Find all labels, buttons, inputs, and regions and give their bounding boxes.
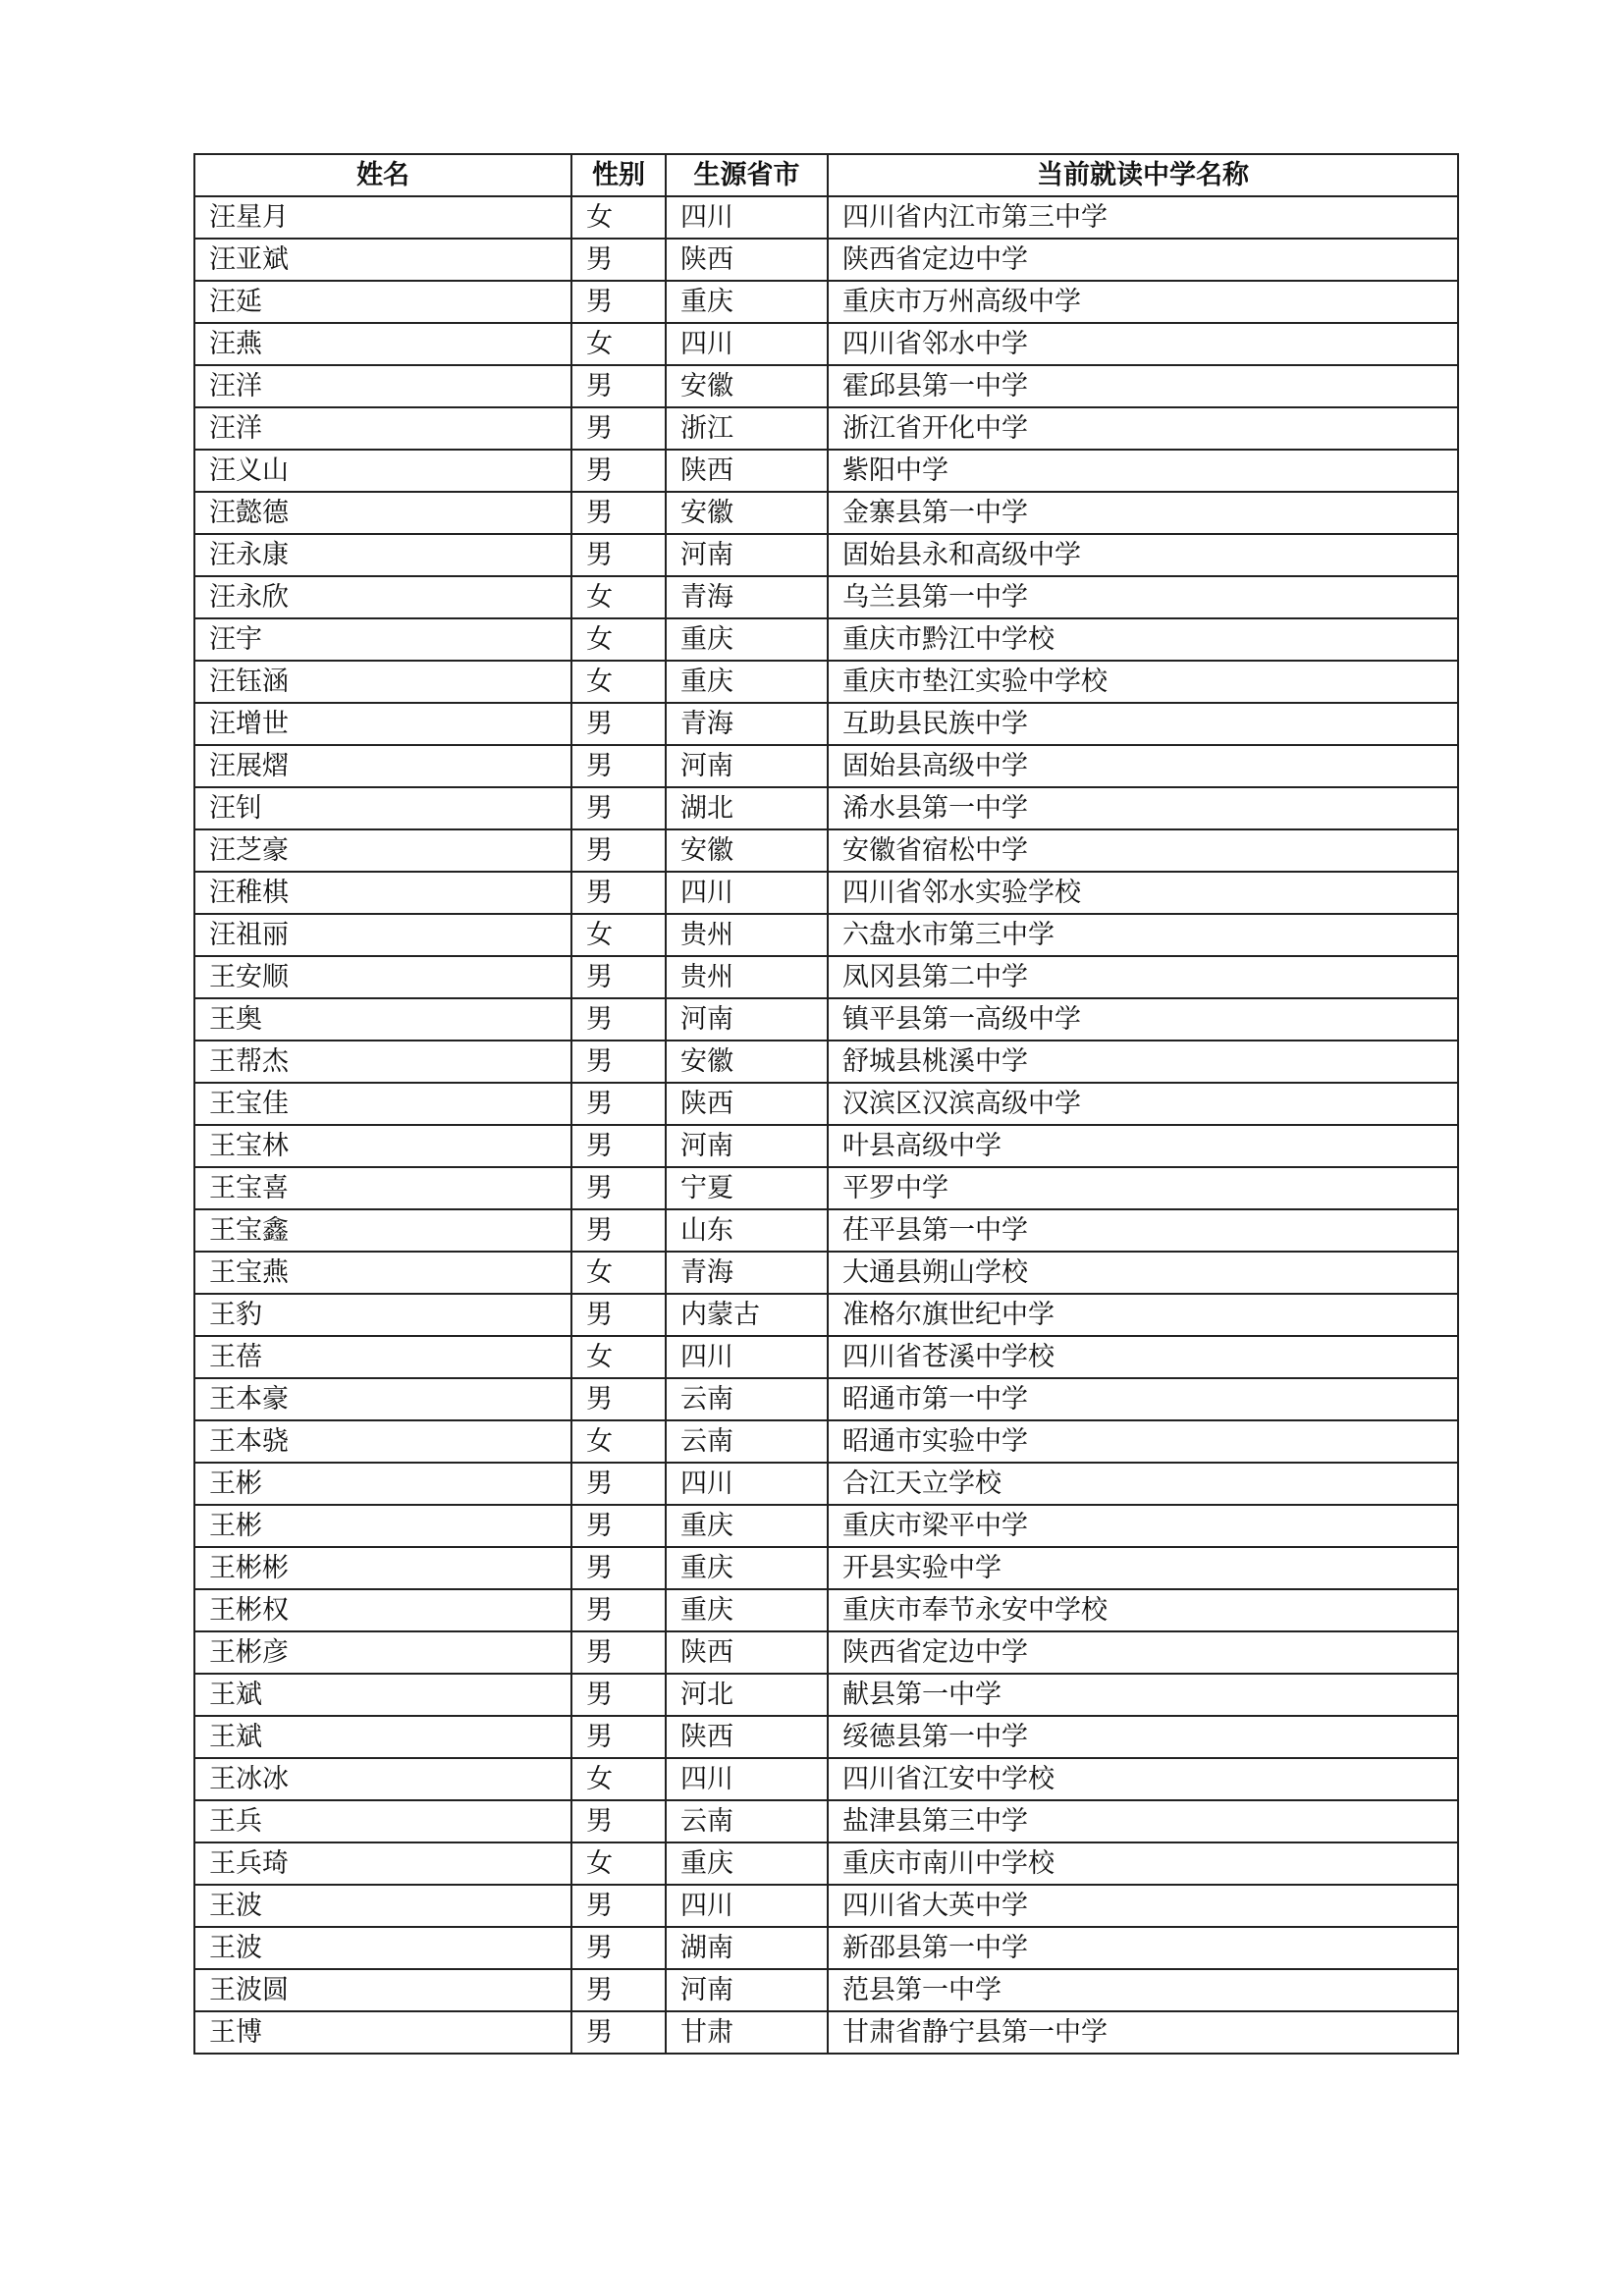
table-row	[194, 323, 1458, 365]
cell-gender: 女	[571, 1336, 666, 1378]
cell-school: 盐津县第三中学	[828, 1800, 1458, 1842]
cell-name: 王彬	[194, 1505, 571, 1547]
cell-school: 重庆市梁平中学	[828, 1505, 1458, 1547]
student-roster-table	[193, 153, 1459, 2055]
cell-province: 安徽	[666, 492, 828, 534]
cell-school: 准格尔旗世纪中学	[828, 1294, 1458, 1336]
cell-name: 汪增世	[194, 703, 571, 745]
cell-province: 陕西	[666, 239, 828, 281]
cell-school: 四川省内江市第三中学	[828, 196, 1458, 239]
cell-gender: 男	[571, 829, 666, 872]
cell-name: 王彬权	[194, 1589, 571, 1631]
cell-province: 安徽	[666, 829, 828, 872]
cell-name: 汪钊	[194, 787, 571, 829]
table-row	[194, 1589, 1458, 1631]
cell-gender: 男	[571, 745, 666, 787]
table-row	[194, 1252, 1458, 1294]
cell-school: 重庆市南川中学校	[828, 1842, 1458, 1885]
table-row	[194, 576, 1458, 618]
cell-school: 霍邱县第一中学	[828, 365, 1458, 407]
cell-name: 汪星月	[194, 196, 571, 239]
cell-school: 范县第一中学	[828, 1969, 1458, 2011]
table-row	[194, 1083, 1458, 1125]
cell-school: 昭通市实验中学	[828, 1420, 1458, 1463]
cell-school: 合江天立学校	[828, 1463, 1458, 1505]
table-row	[194, 1378, 1458, 1420]
table-row	[194, 534, 1458, 576]
cell-province: 四川	[666, 1758, 828, 1800]
cell-school: 紫阳中学	[828, 450, 1458, 492]
cell-province: 四川	[666, 1463, 828, 1505]
cell-province: 河南	[666, 1969, 828, 2011]
table-row	[194, 1125, 1458, 1167]
table-row	[194, 1209, 1458, 1252]
cell-school: 固始县永和高级中学	[828, 534, 1458, 576]
cell-name: 王兵	[194, 1800, 571, 1842]
cell-gender: 男	[571, 1969, 666, 2011]
table-row	[194, 1969, 1458, 2011]
cell-gender: 男	[571, 872, 666, 914]
table-row	[194, 239, 1458, 281]
cell-province: 湖北	[666, 787, 828, 829]
cell-province: 重庆	[666, 281, 828, 323]
cell-gender: 女	[571, 1842, 666, 1885]
cell-school: 四川省邻水实验学校	[828, 872, 1458, 914]
cell-school: 金寨县第一中学	[828, 492, 1458, 534]
table-row	[194, 829, 1458, 872]
cell-province: 内蒙古	[666, 1294, 828, 1336]
cell-province: 河南	[666, 745, 828, 787]
cell-gender: 男	[571, 703, 666, 745]
cell-province: 云南	[666, 1378, 828, 1420]
cell-name: 汪展熠	[194, 745, 571, 787]
cell-gender: 男	[571, 1885, 666, 1927]
cell-gender: 男	[571, 1716, 666, 1758]
cell-school: 固始县高级中学	[828, 745, 1458, 787]
cell-name: 汪洋	[194, 365, 571, 407]
cell-province: 陕西	[666, 1716, 828, 1758]
cell-province: 重庆	[666, 1842, 828, 1885]
cell-gender: 男	[571, 1589, 666, 1631]
table-row	[194, 1167, 1458, 1209]
cell-province: 河北	[666, 1674, 828, 1716]
table-row	[194, 1758, 1458, 1800]
cell-name: 王本骁	[194, 1420, 571, 1463]
cell-gender: 男	[571, 1378, 666, 1420]
cell-name: 汪永康	[194, 534, 571, 576]
cell-gender: 女	[571, 323, 666, 365]
cell-name: 王奥	[194, 998, 571, 1041]
cell-gender: 男	[571, 1167, 666, 1209]
cell-gender: 男	[571, 1631, 666, 1674]
cell-province: 陕西	[666, 450, 828, 492]
table-header-row	[194, 154, 1458, 196]
cell-school: 乌兰县第一中学	[828, 576, 1458, 618]
cell-province: 云南	[666, 1800, 828, 1842]
cell-gender: 男	[571, 534, 666, 576]
cell-school: 开县实验中学	[828, 1547, 1458, 1589]
table-row	[194, 914, 1458, 956]
cell-province: 河南	[666, 998, 828, 1041]
cell-name: 汪钰涵	[194, 661, 571, 703]
table-row	[194, 1463, 1458, 1505]
cell-gender: 男	[571, 998, 666, 1041]
cell-school: 凤冈县第二中学	[828, 956, 1458, 998]
table-row	[194, 745, 1458, 787]
cell-name: 汪义山	[194, 450, 571, 492]
header-school: 当前就读中学名称	[828, 154, 1458, 196]
cell-school: 重庆市黔江中学校	[828, 618, 1458, 661]
cell-gender: 男	[571, 450, 666, 492]
cell-name: 王宝燕	[194, 1252, 571, 1294]
table-row	[194, 998, 1458, 1041]
cell-gender: 男	[571, 407, 666, 450]
cell-name: 王宝鑫	[194, 1209, 571, 1252]
cell-name: 汪洋	[194, 407, 571, 450]
cell-gender: 女	[571, 1420, 666, 1463]
cell-school: 四川省大英中学	[828, 1885, 1458, 1927]
cell-name: 王斌	[194, 1674, 571, 1716]
cell-name: 王宝佳	[194, 1083, 571, 1125]
cell-name: 王波圆	[194, 1969, 571, 2011]
cell-province: 宁夏	[666, 1167, 828, 1209]
cell-name: 汪永欣	[194, 576, 571, 618]
cell-school: 绥德县第一中学	[828, 1716, 1458, 1758]
cell-name: 汪亚斌	[194, 239, 571, 281]
cell-school: 甘肃省静宁县第一中学	[828, 2011, 1458, 2054]
cell-province: 甘肃	[666, 2011, 828, 2054]
cell-gender: 女	[571, 1252, 666, 1294]
cell-name: 王冰冰	[194, 1758, 571, 1800]
header-province: 生源省市	[666, 154, 828, 196]
table-row	[194, 1927, 1458, 1969]
cell-gender: 男	[571, 1463, 666, 1505]
cell-name: 王斌	[194, 1716, 571, 1758]
cell-gender: 女	[571, 618, 666, 661]
cell-province: 陕西	[666, 1083, 828, 1125]
table-row	[194, 1505, 1458, 1547]
table-row	[194, 1547, 1458, 1589]
cell-province: 四川	[666, 1336, 828, 1378]
cell-school: 六盘水市第三中学	[828, 914, 1458, 956]
cell-province: 山东	[666, 1209, 828, 1252]
cell-province: 青海	[666, 1252, 828, 1294]
cell-name: 王波	[194, 1927, 571, 1969]
cell-gender: 男	[571, 239, 666, 281]
header-gender: 性别	[571, 154, 666, 196]
cell-name: 王宝喜	[194, 1167, 571, 1209]
cell-province: 陕西	[666, 1631, 828, 1674]
cell-name: 王蓓	[194, 1336, 571, 1378]
cell-name: 王帮杰	[194, 1041, 571, 1083]
cell-province: 四川	[666, 1885, 828, 1927]
cell-gender: 女	[571, 914, 666, 956]
table-row	[194, 1294, 1458, 1336]
table-row	[194, 1674, 1458, 1716]
table-row	[194, 1420, 1458, 1463]
table-row	[194, 1716, 1458, 1758]
cell-gender: 男	[571, 1505, 666, 1547]
cell-province: 安徽	[666, 365, 828, 407]
cell-gender: 女	[571, 1758, 666, 1800]
cell-gender: 男	[571, 281, 666, 323]
cell-school: 重庆市万州高级中学	[828, 281, 1458, 323]
cell-name: 王彬	[194, 1463, 571, 1505]
cell-name: 王安顺	[194, 956, 571, 998]
cell-name: 汪宇	[194, 618, 571, 661]
cell-school: 四川省邻水中学	[828, 323, 1458, 365]
cell-gender: 男	[571, 1294, 666, 1336]
cell-name: 汪芝豪	[194, 829, 571, 872]
cell-gender: 男	[571, 1041, 666, 1083]
cell-school: 重庆市垫江实验中学校	[828, 661, 1458, 703]
table-row	[194, 661, 1458, 703]
cell-name: 王豹	[194, 1294, 571, 1336]
table-row	[194, 1885, 1458, 1927]
cell-gender: 男	[571, 956, 666, 998]
table-row	[194, 492, 1458, 534]
cell-province: 青海	[666, 703, 828, 745]
table-row	[194, 281, 1458, 323]
cell-name: 王博	[194, 2011, 571, 2054]
table-row	[194, 618, 1458, 661]
table-row	[194, 872, 1458, 914]
table-row	[194, 703, 1458, 745]
cell-province: 四川	[666, 323, 828, 365]
table-row	[194, 1041, 1458, 1083]
cell-school: 镇平县第一高级中学	[828, 998, 1458, 1041]
cell-name: 王波	[194, 1885, 571, 1927]
table-row	[194, 787, 1458, 829]
table-row	[194, 196, 1458, 239]
cell-province: 河南	[666, 534, 828, 576]
cell-province: 河南	[666, 1125, 828, 1167]
cell-school: 平罗中学	[828, 1167, 1458, 1209]
cell-name: 汪稚棋	[194, 872, 571, 914]
cell-province: 重庆	[666, 1589, 828, 1631]
cell-name: 王彬彦	[194, 1631, 571, 1674]
cell-gender: 女	[571, 661, 666, 703]
cell-school: 昭通市第一中学	[828, 1378, 1458, 1420]
cell-gender: 女	[571, 196, 666, 239]
cell-school: 浠水县第一中学	[828, 787, 1458, 829]
cell-gender: 男	[571, 1674, 666, 1716]
cell-province: 重庆	[666, 1547, 828, 1589]
cell-name: 汪祖丽	[194, 914, 571, 956]
cell-school: 新邵县第一中学	[828, 1927, 1458, 1969]
cell-gender: 男	[571, 1547, 666, 1589]
cell-school: 浙江省开化中学	[828, 407, 1458, 450]
table-row	[194, 2011, 1458, 2054]
cell-province: 重庆	[666, 618, 828, 661]
cell-name: 汪燕	[194, 323, 571, 365]
cell-province: 贵州	[666, 914, 828, 956]
cell-name: 王彬彬	[194, 1547, 571, 1589]
cell-school: 茌平县第一中学	[828, 1209, 1458, 1252]
table-body	[194, 196, 1458, 2054]
cell-province: 重庆	[666, 661, 828, 703]
cell-gender: 男	[571, 787, 666, 829]
cell-province: 贵州	[666, 956, 828, 998]
cell-province: 青海	[666, 576, 828, 618]
cell-name: 汪延	[194, 281, 571, 323]
cell-gender: 男	[571, 1125, 666, 1167]
cell-gender: 女	[571, 576, 666, 618]
cell-school: 叶县高级中学	[828, 1125, 1458, 1167]
cell-school: 四川省苍溪中学校	[828, 1336, 1458, 1378]
table-row	[194, 365, 1458, 407]
cell-school: 陕西省定边中学	[828, 239, 1458, 281]
cell-school: 大通县朔山学校	[828, 1252, 1458, 1294]
cell-school: 舒城县桃溪中学	[828, 1041, 1458, 1083]
cell-name: 王宝林	[194, 1125, 571, 1167]
header-name: 姓名	[194, 154, 571, 196]
cell-school: 重庆市奉节永安中学校	[828, 1589, 1458, 1631]
cell-school: 献县第一中学	[828, 1674, 1458, 1716]
cell-gender: 男	[571, 492, 666, 534]
cell-province: 重庆	[666, 1505, 828, 1547]
table-row	[194, 407, 1458, 450]
cell-name: 王本豪	[194, 1378, 571, 1420]
cell-gender: 男	[571, 1209, 666, 1252]
cell-province: 湖南	[666, 1927, 828, 1969]
cell-school: 四川省江安中学校	[828, 1758, 1458, 1800]
cell-name: 王兵琦	[194, 1842, 571, 1885]
cell-school: 互助县民族中学	[828, 703, 1458, 745]
cell-gender: 男	[571, 1800, 666, 1842]
table-row	[194, 1842, 1458, 1885]
cell-gender: 男	[571, 365, 666, 407]
cell-province: 浙江	[666, 407, 828, 450]
table-row	[194, 450, 1458, 492]
cell-gender: 男	[571, 2011, 666, 2054]
table-row	[194, 1336, 1458, 1378]
cell-gender: 男	[571, 1083, 666, 1125]
cell-province: 安徽	[666, 1041, 828, 1083]
cell-school: 陕西省定边中学	[828, 1631, 1458, 1674]
cell-gender: 男	[571, 1927, 666, 1969]
cell-province: 四川	[666, 872, 828, 914]
cell-name: 汪懿德	[194, 492, 571, 534]
cell-province: 云南	[666, 1420, 828, 1463]
table-row	[194, 956, 1458, 998]
table-row	[194, 1800, 1458, 1842]
cell-province: 四川	[666, 196, 828, 239]
cell-school: 汉滨区汉滨高级中学	[828, 1083, 1458, 1125]
table-row	[194, 1631, 1458, 1674]
cell-school: 安徽省宿松中学	[828, 829, 1458, 872]
